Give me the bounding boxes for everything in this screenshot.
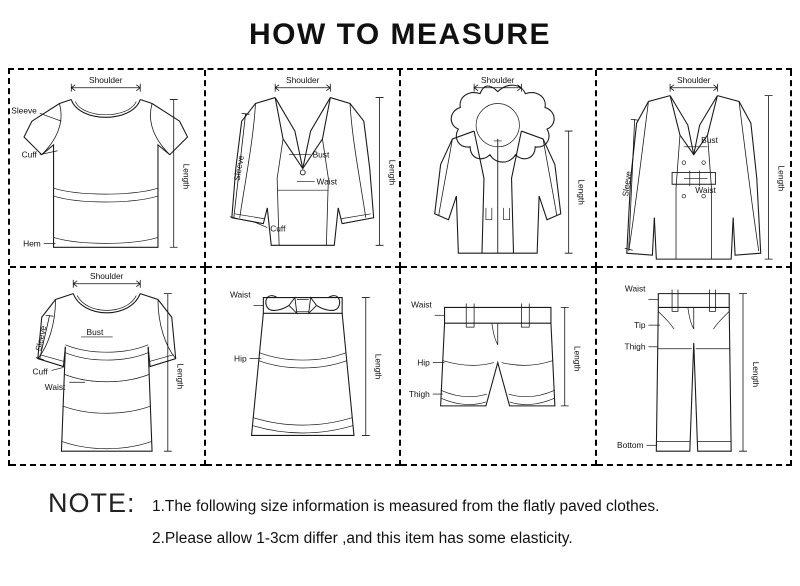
label-hip: Hip — [417, 357, 430, 368]
page-title: HOW TO MEASURE — [248, 18, 552, 51]
label-length: Length — [175, 363, 186, 390]
label-sleeve: Sleeve — [231, 154, 246, 182]
label-bottom: Bottom — [616, 440, 644, 451]
label-shoulder: Shoulder — [481, 74, 515, 85]
label-shoulder: Shoulder — [89, 74, 123, 85]
cell-trench-coat — [597, 70, 793, 268]
label-length: Length — [750, 361, 761, 388]
label-length: Length — [572, 345, 583, 372]
label-shoulder: Shoulder — [676, 74, 710, 85]
label-cuff: Cuff — [269, 223, 285, 234]
label-shoulder: Shoulder — [285, 74, 319, 85]
note-label: NOTE: — [48, 488, 136, 518]
label-bust: Bust — [700, 134, 718, 145]
label-shoulder: Shoulder — [90, 270, 124, 281]
label-length: Length — [775, 165, 786, 192]
label-sleeve: Sleeve — [11, 105, 37, 116]
cell-dress — [10, 268, 206, 466]
label-cuff: Cuff — [32, 366, 48, 377]
label-thigh: Thigh — [624, 341, 645, 352]
label-waist: Waist — [44, 382, 66, 393]
label-waist: Waist — [624, 283, 645, 294]
label-length: Length — [386, 159, 397, 186]
cell-skirt — [206, 268, 402, 466]
cell-pants — [597, 268, 793, 466]
measure-diagram-grid — [8, 68, 792, 466]
label-length: Length — [181, 163, 192, 190]
label-length: Length — [576, 179, 587, 205]
label-length: Length — [373, 353, 384, 380]
note-line-2: 2.Please allow 1-3cm differ ,and this item has some elasticity. — [152, 530, 573, 547]
cell-shorts — [401, 268, 597, 466]
cell-blazer — [206, 70, 402, 268]
label-waist: Waist — [229, 289, 251, 300]
notes-section — [0, 480, 800, 580]
cell-tshirt — [10, 70, 206, 268]
label-waist: Waist — [694, 185, 716, 196]
label-bust: Bust — [86, 326, 104, 337]
label-hip: Hip — [233, 353, 247, 364]
label-hem: Hem — [23, 238, 41, 249]
cell-fur-coat — [401, 70, 597, 268]
label-waist: Waist — [411, 299, 432, 310]
label-bust: Bust — [312, 149, 329, 160]
note-line-1: 1.The following size information is measured from the flatly paved clothes. — [152, 498, 660, 515]
label-tip: Tip — [633, 320, 645, 331]
label-sleeve: Sleeve — [619, 170, 633, 198]
label-thigh: Thigh — [408, 389, 430, 400]
label-sleeve: Sleeve — [33, 324, 49, 352]
label-cuff: Cuff — [21, 149, 37, 160]
label-waist: Waist — [316, 176, 337, 187]
